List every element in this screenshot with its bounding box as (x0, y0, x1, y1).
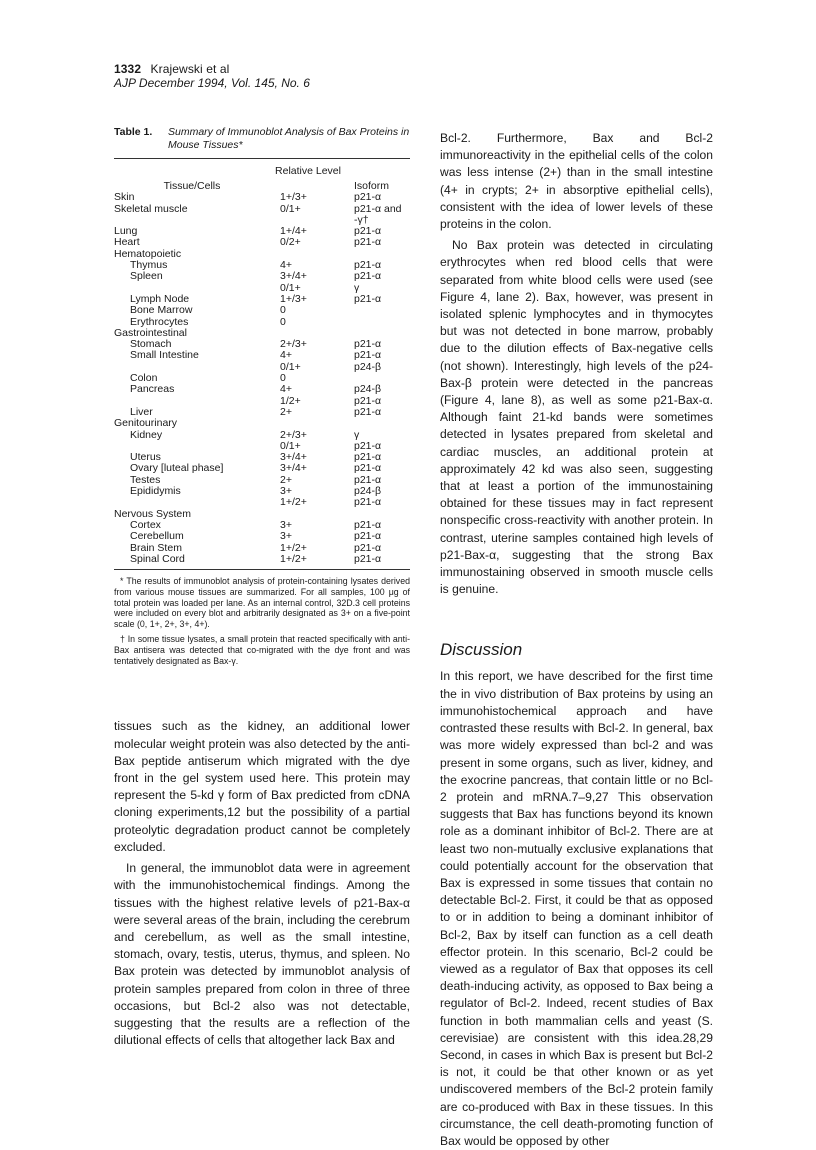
discussion-paragraph: In this report, we have described for the first time the in vivo distribution of Bax proteins by using an immunohistochemical approach and have contrasted these results with Bcl-2. In general, bax was more widely expressed than bcl-2 and was present in some organs, such as liver, kidney, and the exocrine pancreas, that contain little or no Bcl-2 protein and mRNA.7–9,27 This observation suggests that Bax has functions beyond its known role as a dominant inhibitor of Bcl-2. There are at least two non-mutually exclusive explanations that could potentially account for the observation that Bax is expressed in some tissues that contain no detectable Bcl-2. First, it could be that as opposed to or in addition to being a dominant inhibitor of Bcl-2, Bax by itself can function as a cell death effector protein. In this scenario, Bcl-2 could be viewed as a regulator of Bax that opposes its cell death-inducing activity, as opposed to Bax being a regulator of Bcl-2. Indeed, recent studies of Bax function in both mammalian cells and yeast (S. cerevisiae) are consistent with this idea.28,29 Second, in cases in which Bax is present but Bcl-2 is not, it could be that other known or as yet undiscovered members of the Bcl-2 protein family are co-produced with Bax in these tissues. In this circumstance, the cell death-promoting function of Bax would be opposed by other (440, 669, 713, 1148)
running-head (114, 62, 229, 76)
table-header-row (114, 159, 410, 192)
cell-tissue: Cortex (130, 518, 161, 531)
table-row (114, 554, 410, 565)
cell-tissue: Gastrointestinal (114, 326, 187, 339)
right-body-text (440, 130, 713, 598)
cell-isoform: p21-α (354, 439, 382, 452)
cell-level (270, 418, 346, 429)
paragraph: tissues such as the kidney, an additional lower molecular weight protein was also detected by the anti-Bax peptide antiserum which migrated with the dye front in the gel system used here. This protein may represent the 5-kd γ form of Bax predicted from cDNA cloning experiments,12 but the possibility of a partial proteolytic degradation product cannot be completely excluded. (114, 719, 410, 854)
cell-tissue: Colon (130, 372, 158, 385)
col-header-tissue: Tissue/Cells (163, 180, 221, 192)
cell-level: 0/1+ (280, 439, 301, 452)
cell-isoform: p21-α (354, 394, 382, 407)
cell-isoform: p21-α (354, 552, 382, 565)
cell-tissue: Spinal Cord (130, 552, 185, 565)
cell-level: 2+ (280, 405, 292, 418)
cell-level: 0/1+ (280, 281, 301, 294)
cell-tissue: Erythrocytes (130, 315, 189, 328)
summary-table (114, 159, 410, 565)
cell-isoform: p24-β (354, 360, 382, 373)
page-number: 1332 (114, 62, 142, 76)
cell-level: 4+ (280, 259, 292, 272)
table-row (114, 192, 410, 203)
cell-isoform (346, 418, 410, 429)
cell-tissue: Pancreas (130, 383, 175, 396)
cell-isoform: p21-α (354, 225, 382, 238)
cell-isoform (346, 317, 410, 328)
cell-level: 0/2+ (280, 236, 301, 249)
table-label: Table 1. (114, 126, 153, 138)
cell-tissue: Cerebellum (130, 530, 184, 543)
table-bottom-rule (114, 569, 410, 570)
cell-tissue (114, 497, 270, 508)
left-body-text (114, 718, 410, 1049)
cell-tissue: Lymph Node (130, 292, 190, 305)
journal-citation: AJP December 1994, Vol. 145, No. 6 (114, 76, 310, 90)
cell-tissue: Ovary [luteal phase] (130, 462, 224, 475)
cell-level: 3+/4+ (280, 462, 307, 475)
table-caption (114, 126, 410, 152)
table-row (114, 271, 410, 282)
cell-level: 0 (280, 372, 286, 385)
cell-tissue: Stomach (130, 338, 172, 351)
cell-tissue: Thymus (130, 259, 168, 272)
cell-isoform: p24-β (354, 485, 382, 498)
cell-level: 1+/3+ (280, 191, 307, 204)
paragraph: In general, the immunoblot data were in agreement with the immunohistochemical findings. Among the tissues with the highest relative levels of p21-Bax-α were several areas of the brain, including the cerebrum and cerebellum, as well as the small intestine, stomach, ovary, testis, uterus, thymus, and spleen. No Bax protein was detected by immunoblot analysis of protein samples prepared from colon in three of three occasions, but Bcl-2 also was not detectable, suggesting that the results are a reflection of the dilutional effects of cells that altogether lack Bax and (114, 861, 410, 1048)
table-row (114, 418, 410, 429)
cell-tissue: Brain Stem (130, 541, 182, 554)
cell-tissue: Uterus (130, 451, 161, 464)
cell-tissue: Lung (114, 225, 138, 238)
table-footnotes (114, 576, 410, 666)
cell-tissue: Skin (114, 191, 135, 204)
right-column (440, 130, 713, 1150)
cell-isoform: p21-α (354, 451, 382, 464)
cell-isoform: γ (354, 281, 360, 294)
cell-level: 1+/2+ (280, 552, 307, 565)
cell-isoform: p21-α (354, 270, 382, 283)
cell-level: 2+ (280, 473, 292, 486)
cell-level: 3+ (280, 518, 292, 531)
table-row (114, 204, 410, 227)
cell-isoform: γ (354, 428, 360, 441)
table-row (114, 362, 410, 373)
authors: Krajewski et al (150, 62, 230, 76)
cell-isoform: p21-α and -γ† (354, 202, 402, 226)
cell-level: 1+/4+ (280, 225, 307, 238)
cell-isoform: p21-α (354, 338, 382, 351)
cell-isoform: p21-α (354, 405, 382, 418)
cell-tissue: Small Intestine (130, 349, 199, 362)
cell-tissue: Nervous System (114, 507, 192, 520)
cell-isoform: p21-α (354, 496, 382, 509)
cell-isoform: p21-α (354, 530, 382, 543)
cell-tissue: Genitourinary (114, 417, 178, 430)
cell-tissue: Kidney (130, 428, 163, 441)
cell-tissue: Heart (114, 236, 140, 249)
cell-level: 1+/3+ (280, 292, 307, 305)
cell-tissue: Liver (130, 405, 153, 418)
cell-level: 0 (280, 304, 286, 317)
cell-level: 4+ (280, 383, 292, 396)
cell-level: 2+/3+ (280, 338, 307, 351)
cell-isoform: p21-α (354, 259, 382, 272)
cell-isoform: p21-α (354, 236, 382, 249)
cell-isoform: p21-α (354, 473, 382, 486)
col-header-isoform: Isoform (354, 180, 390, 192)
footnote-dagger: † In some tissue lysates, a small protein that reacted specifically with anti-Bax antisera was detected that co-migrated with the dye front and was tentatively designated as Bax-γ. (114, 634, 410, 666)
cell-level: 3+ (280, 485, 292, 498)
cell-tissue: Spleen (130, 270, 163, 283)
table-title: Summary of Immunoblot Analysis of Bax Proteins in Mouse Tissues* (168, 126, 410, 151)
table-row (114, 305, 410, 316)
paragraph: No Bax protein was detected in circulating erythrocytes when red blood cells that were separated from white blood cells were used (see Figure 4, lane 2). Bax, however, was present in isolated splenic lymphocytes and in thymocytes but was not detected in bone marrow, probably due to the dilution effects of Bax-negative cells (not shown). Interestingly, high levels of the p24-Bax-β protein were detected in the pancreas (Figure 4, lane 8), as well as some p21-Bax-α. Although faint 21-kd bands were sometimes detected in lysates prepared from skeletal and cardiac muscles, an additional protein at approximately 42 kd was also seen, suggesting that at least a portion of the immunostaining obtained for these tissues may in fact represent nonspecific cross-reactivity with another protein. In contrast, uterine samples contained high levels of p21-Bax-α, suggesting that the strong Bax immunostaining observed in smooth muscle cells is genuine. (440, 238, 713, 597)
discussion-heading: Discussion (440, 640, 523, 660)
cell-level: 0/1+ (280, 202, 301, 215)
cell-isoform: p21-α (354, 462, 382, 475)
cell-level: 1+/2+ (280, 496, 307, 509)
cell-tissue: Bone Marrow (130, 304, 193, 317)
cell-isoform: p24-β (354, 383, 382, 396)
cell-tissue: Skeletal muscle (114, 202, 188, 215)
cell-isoform: p21-α (354, 191, 382, 204)
cell-level: 0/1+ (280, 360, 301, 373)
cell-isoform: p21-α (354, 541, 382, 554)
cell-level: 2+/3+ (280, 428, 307, 441)
footnote-asterisk: * The results of immunoblot analysis of protein-containing lysates derived from various mouse tissues are summarized. For all samples, 100 μg of total protein was loaded per lane. As an internal control, 32D.3 cell proteins were included on every blot and arbitrarily designated as 3+ on a five-point scale (0, 1+, 2+, 3+, 4+). (114, 576, 410, 630)
cell-isoform (346, 305, 410, 316)
cell-tissue: Epididymis (130, 485, 181, 498)
col-header-level: Relative Level (275, 165, 341, 177)
cell-level: 4+ (280, 349, 292, 362)
left-column (114, 126, 410, 1049)
paragraph: Bcl-2. Furthermore, Bax and Bcl-2 immunoreactivity in the epithelial cells of the colon was less intense (2+) than in the small intestine (4+ in crypts; 2+ in absorptive epithelial cells), consistent with the idea of lower levels of these proteins in the colon. (440, 131, 713, 232)
cell-level: 3+/4+ (280, 451, 307, 464)
cell-isoform: p21-α (354, 518, 382, 531)
cell-level: 1+/2+ (280, 541, 307, 554)
cell-level: 3+/4+ (280, 270, 307, 283)
table-body (114, 192, 410, 565)
discussion-body (440, 668, 713, 1150)
cell-isoform: p21-α (354, 292, 382, 305)
cell-level: 0 (280, 315, 286, 328)
cell-level: 3+ (280, 530, 292, 543)
table-row (114, 384, 410, 395)
table-row (114, 531, 410, 542)
cell-tissue: Testes (130, 473, 161, 486)
cell-tissue: Hematopoietic (114, 247, 182, 260)
cell-isoform: p21-α (354, 349, 382, 362)
table-row (114, 497, 410, 508)
cell-level: 1/2+ (280, 394, 301, 407)
